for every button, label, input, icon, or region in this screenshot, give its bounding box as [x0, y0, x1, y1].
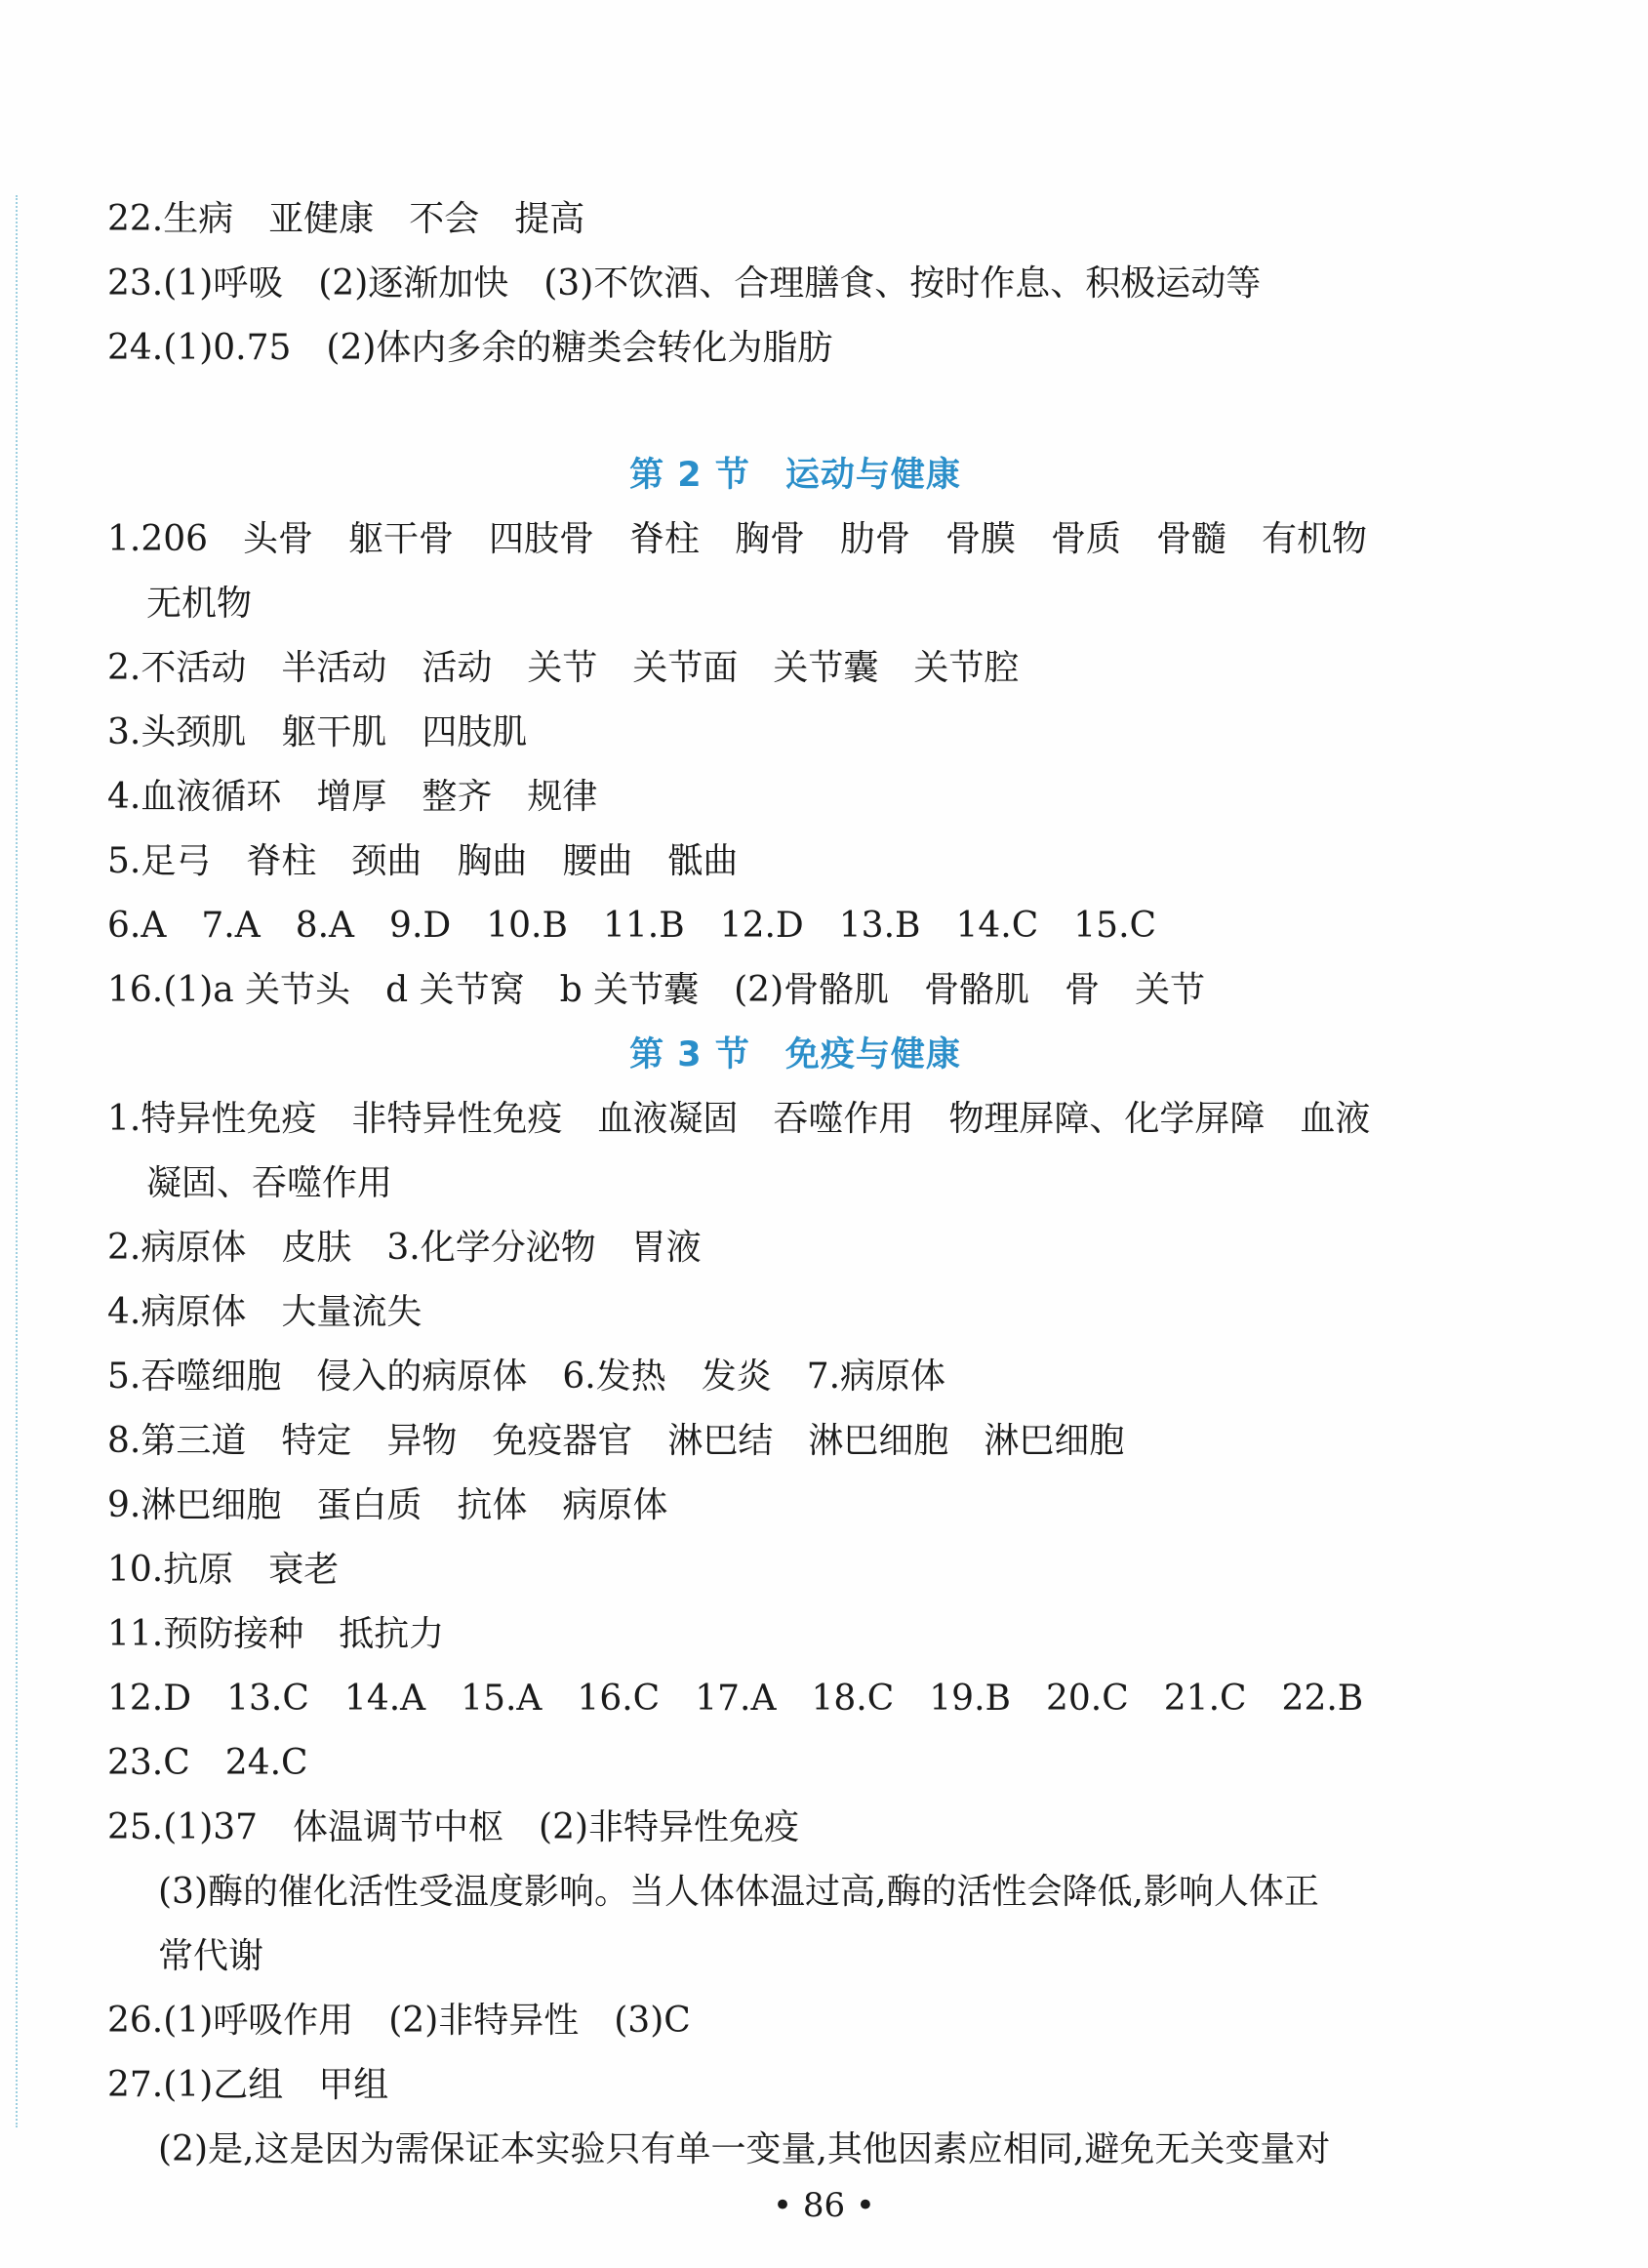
section-gap [107, 381, 1473, 443]
s3-line-27: 27.(1)乙组 甲组 [107, 2065, 389, 2105]
s2-line-1: 1.206 头骨 躯干骨 四肢骨 脊柱 胸骨 肋骨 骨膜 骨质 骨髓 有机物 [107, 519, 1368, 559]
s3-line-10: 10.抗原 衰老 [107, 1550, 340, 1590]
s3-line-25-part3: (3)酶的催化活性受温度影响。当人体体温过高,酶的活性会降低,影响人体正 [158, 1872, 1319, 1912]
s3-line-1: 1.特异性免疫 非特异性免疫 血液凝固 吞噬作用 物理屏障、化学屏障 血液 [107, 1099, 1371, 1139]
answer-line-23: 23.(1)呼吸 (2)逐渐加快 (3)不饮酒、合理膳食、按时作息、积极运动等 [107, 263, 1262, 304]
s3-line-9: 9.淋巴细胞 蛋白质 抗体 病原体 [107, 1485, 668, 1525]
answer-line-24: 24.(1)0.75 (2)体内多余的糖类会转化为脂肪 [107, 328, 833, 368]
s3-line-11: 11.预防接种 抵抗力 [107, 1614, 445, 1654]
s3-line-12-22: 12.D 13.C 14.A 15.A 16.C 17.A 18.C 19.B 20.C 21.C 22.B [107, 1679, 1364, 1719]
section-3-heading: 第 3 节 免疫与健康 [629, 1035, 961, 1074]
s3-line-27-part2: (2)是,这是因为需保证本实验只有单一变量,其他因素应相同,避免无关变量对 [158, 2129, 1331, 2169]
s2-line-6-15: 6.A 7.A 8.A 9.D 10.B 11.B 12.D 13.B 14.C 15.C [107, 906, 1157, 946]
s3-line-1-cont: 凝固、吞噬作用 [146, 1163, 393, 1203]
answer-line-22: 22.生病 亚健康 不会 提高 [107, 199, 585, 239]
s3-line-8: 8.第三道 特定 异物 免疫器官 淋巴结 淋巴细胞 淋巴细胞 [107, 1421, 1125, 1461]
s3-line-2-3: 2.病原体 皮肤 3.化学分泌物 胃液 [107, 1228, 702, 1268]
s3-line-25-part3-cont: 常代谢 [158, 1936, 264, 1976]
s2-line-2: 2.不活动 半活动 活动 关节 关节面 关节囊 关节腔 [107, 648, 1020, 688]
s3-line-4: 4.病原体 大量流失 [107, 1292, 422, 1332]
s3-line-26: 26.(1)呼吸作用 (2)非特异性 (3)C [107, 2001, 691, 2041]
page-number: • 86 • [773, 2186, 875, 2225]
s2-line-4: 4.血液循环 增厚 整齐 规律 [107, 777, 598, 817]
margin-rule [16, 195, 20, 2127]
s2-line-3: 3.头颈肌 躯干肌 四肢肌 [107, 712, 528, 752]
section-2-heading: 第 2 节 运动与健康 [629, 456, 961, 495]
s2-line-16: 16.(1)a 关节头 d 关节窝 b 关节囊 (2)骨骼肌 骨骼肌 骨 关节 [107, 970, 1206, 1010]
s2-line-5: 5.足弓 脊柱 颈曲 胸曲 腰曲 骶曲 [107, 841, 739, 881]
s2-line-1-cont: 无机物 [146, 584, 253, 624]
s3-line-5-7: 5.吞噬细胞 侵入的病原体 6.发热 发炎 7.病原体 [107, 1357, 946, 1397]
answer-content [107, 187, 1473, 2182]
s3-line-23-24: 23.C 24.C [107, 1743, 308, 1783]
s3-line-25: 25.(1)37 体温调节中枢 (2)非特异性免疫 [107, 1807, 800, 1847]
